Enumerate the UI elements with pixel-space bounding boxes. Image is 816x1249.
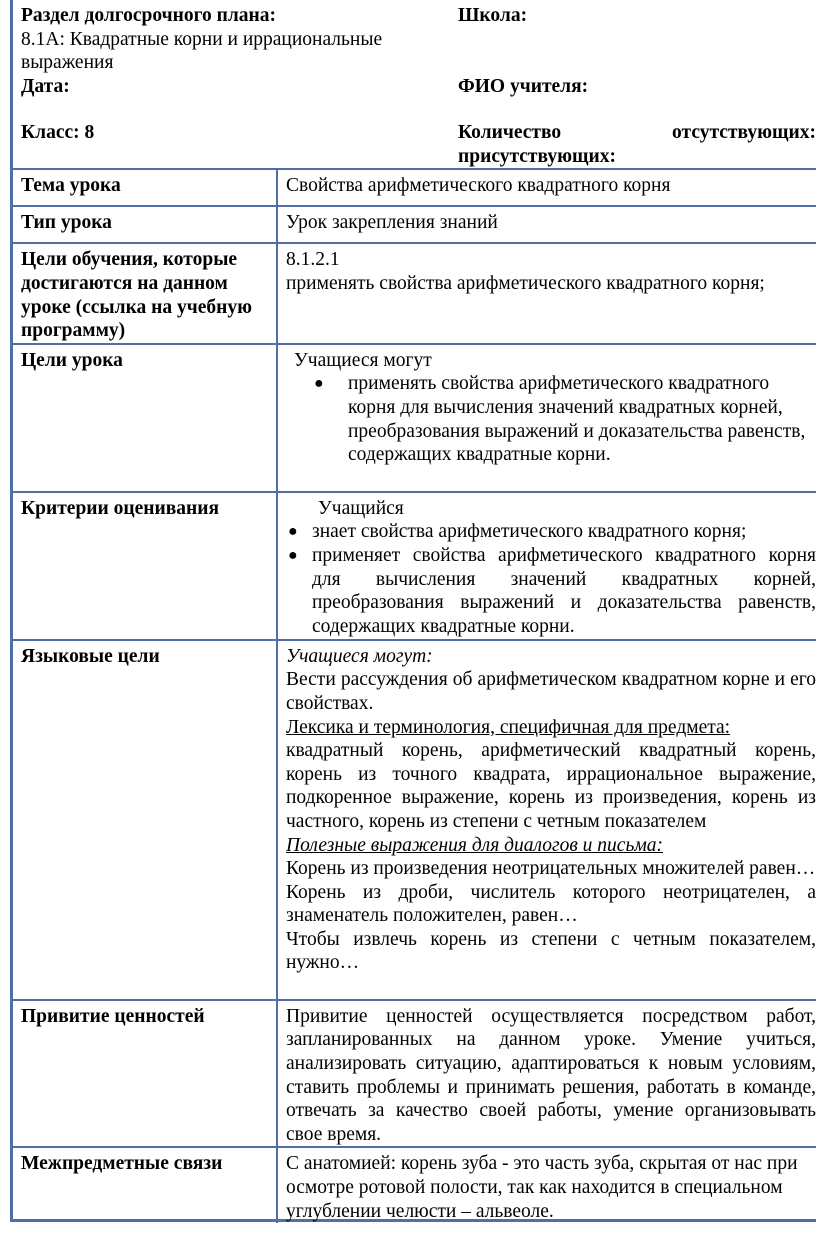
- teacher-label: ФИО учителя:: [458, 75, 589, 97]
- vocab-text: квадратный корень, арифметический квадратный корень, корень из точного квадрата, иррациональное выражение, подкоренное выражение, корень из произведения, корень из частного, корень из степени с четным показателем: [286, 740, 816, 832]
- row-topic: [13, 169, 816, 206]
- header-row: [13, 0, 816, 168]
- row-interdisciplinary: [13, 1147, 816, 1223]
- criteria-intro: Учащийся: [318, 497, 404, 519]
- type-label: Тип урока: [13, 206, 277, 243]
- header-left-cell: [13, 0, 448, 168]
- school-label: Школа:: [458, 5, 528, 26]
- interdisciplinary-label: Межпредметные связи: [13, 1147, 277, 1223]
- criteria-cell: [277, 492, 816, 640]
- language-intro: Учащиеся могут:: [286, 645, 433, 667]
- bullet-icon: ●: [288, 523, 298, 541]
- topic-value: Свойства арифметического квадратного корня: [277, 169, 816, 206]
- row-lesson-goals: [13, 344, 816, 492]
- objectives-code: 8.1.2.1: [286, 249, 340, 271]
- section-label: Раздел долгосрочного плана:: [21, 5, 277, 26]
- lesson-details-table: [13, 168, 816, 1223]
- list-item: ● применять свойства арифметического квадратного корня для вычисления значений квадратных корней, преобразования выражений и доказательства равенств, содержащих квадратные корни.: [314, 373, 806, 466]
- values-text: Привитие ценностей осуществляется посредством работ, запланированных на данном уроке. Умение учиться, анализировать ситуацию, адаптироваться к новым условиям, ставить проблемы и принимать решения, работать в команде, отвечать за качество своей работы, умение организовывать свое время.: [277, 1000, 816, 1148]
- language-p1: Вести рассуждения об арифметическом квадратном корне и его свойствах.: [286, 669, 816, 714]
- lesson-goals-label: Цели урока: [13, 344, 277, 492]
- lesson-plan-table: [13, 0, 816, 168]
- lesson-plan-sheet: [10, 0, 816, 1222]
- phrase-2: Корень из дроби, числитель которого неотрицателен, а знаменатель положителен, равен…: [286, 881, 816, 927]
- objectives-label: Цели обучения, которые достигаются на данном уроке (ссылка на учебную программу): [13, 243, 277, 343]
- bullet-icon: ●: [314, 375, 324, 393]
- header-right-cell: [448, 0, 816, 168]
- bullet-icon: ●: [288, 546, 298, 564]
- row-values: [13, 1000, 816, 1148]
- objectives-text: применять свойства арифметического квадратного корня;: [286, 272, 765, 294]
- topic-label: Тема урока: [13, 169, 277, 206]
- language-goals-cell: [277, 640, 816, 1000]
- values-label: Привитие ценностей: [13, 1000, 277, 1148]
- criteria-list: [286, 520, 816, 638]
- phrase-3: Чтобы извлечь корень из степени с четным показателем, нужно…: [286, 928, 816, 974]
- lesson-goals-cell: [277, 344, 816, 492]
- class-label: Класс: 8: [21, 122, 95, 144]
- present-label: присутствующих:: [458, 145, 616, 167]
- list-item: ● знает свойства арифметического квадратного корня;: [288, 521, 747, 543]
- lesson-goals-intro: Учащиеся могут: [294, 349, 432, 371]
- date-label: Дата:: [21, 75, 70, 97]
- vocab-heading: Лексика и терминология, специфичная для предмета:: [286, 716, 731, 738]
- list-item: ● применяет свойства арифметического квадратного корня для вычисления значений квадратных корней, преобразования выражений и доказательства равенств, содержащих квадратные корни.: [288, 544, 816, 637]
- language-goals-label: Языковые цели: [13, 640, 277, 1000]
- row-language-goals: [13, 640, 816, 1000]
- row-criteria: [13, 492, 816, 640]
- row-objectives: [13, 243, 816, 343]
- type-value: Урок закрепления знаний: [277, 206, 816, 243]
- attendance-label: Количество отсутствующих:: [458, 122, 816, 144]
- interdisciplinary-text: С анатомией: корень зуба - это часть зуба, скрытая от нас при осмотре ротовой полости, так как находится в специальном углублении челюсти – альвеоле.: [277, 1147, 816, 1223]
- phrase-1: Корень из произведения неотрицательных множителей равен…: [286, 858, 816, 880]
- row-type: [13, 206, 816, 243]
- criteria-label: Критерии оценивания: [13, 492, 277, 640]
- objectives-cell: [277, 243, 816, 343]
- lesson-goals-list: [286, 372, 816, 466]
- phrases-heading: Полезные выражения для диалогов и письма:: [286, 834, 664, 856]
- section-value: 8.1А: Квадратные корни и иррациональные выражения: [21, 28, 383, 74]
